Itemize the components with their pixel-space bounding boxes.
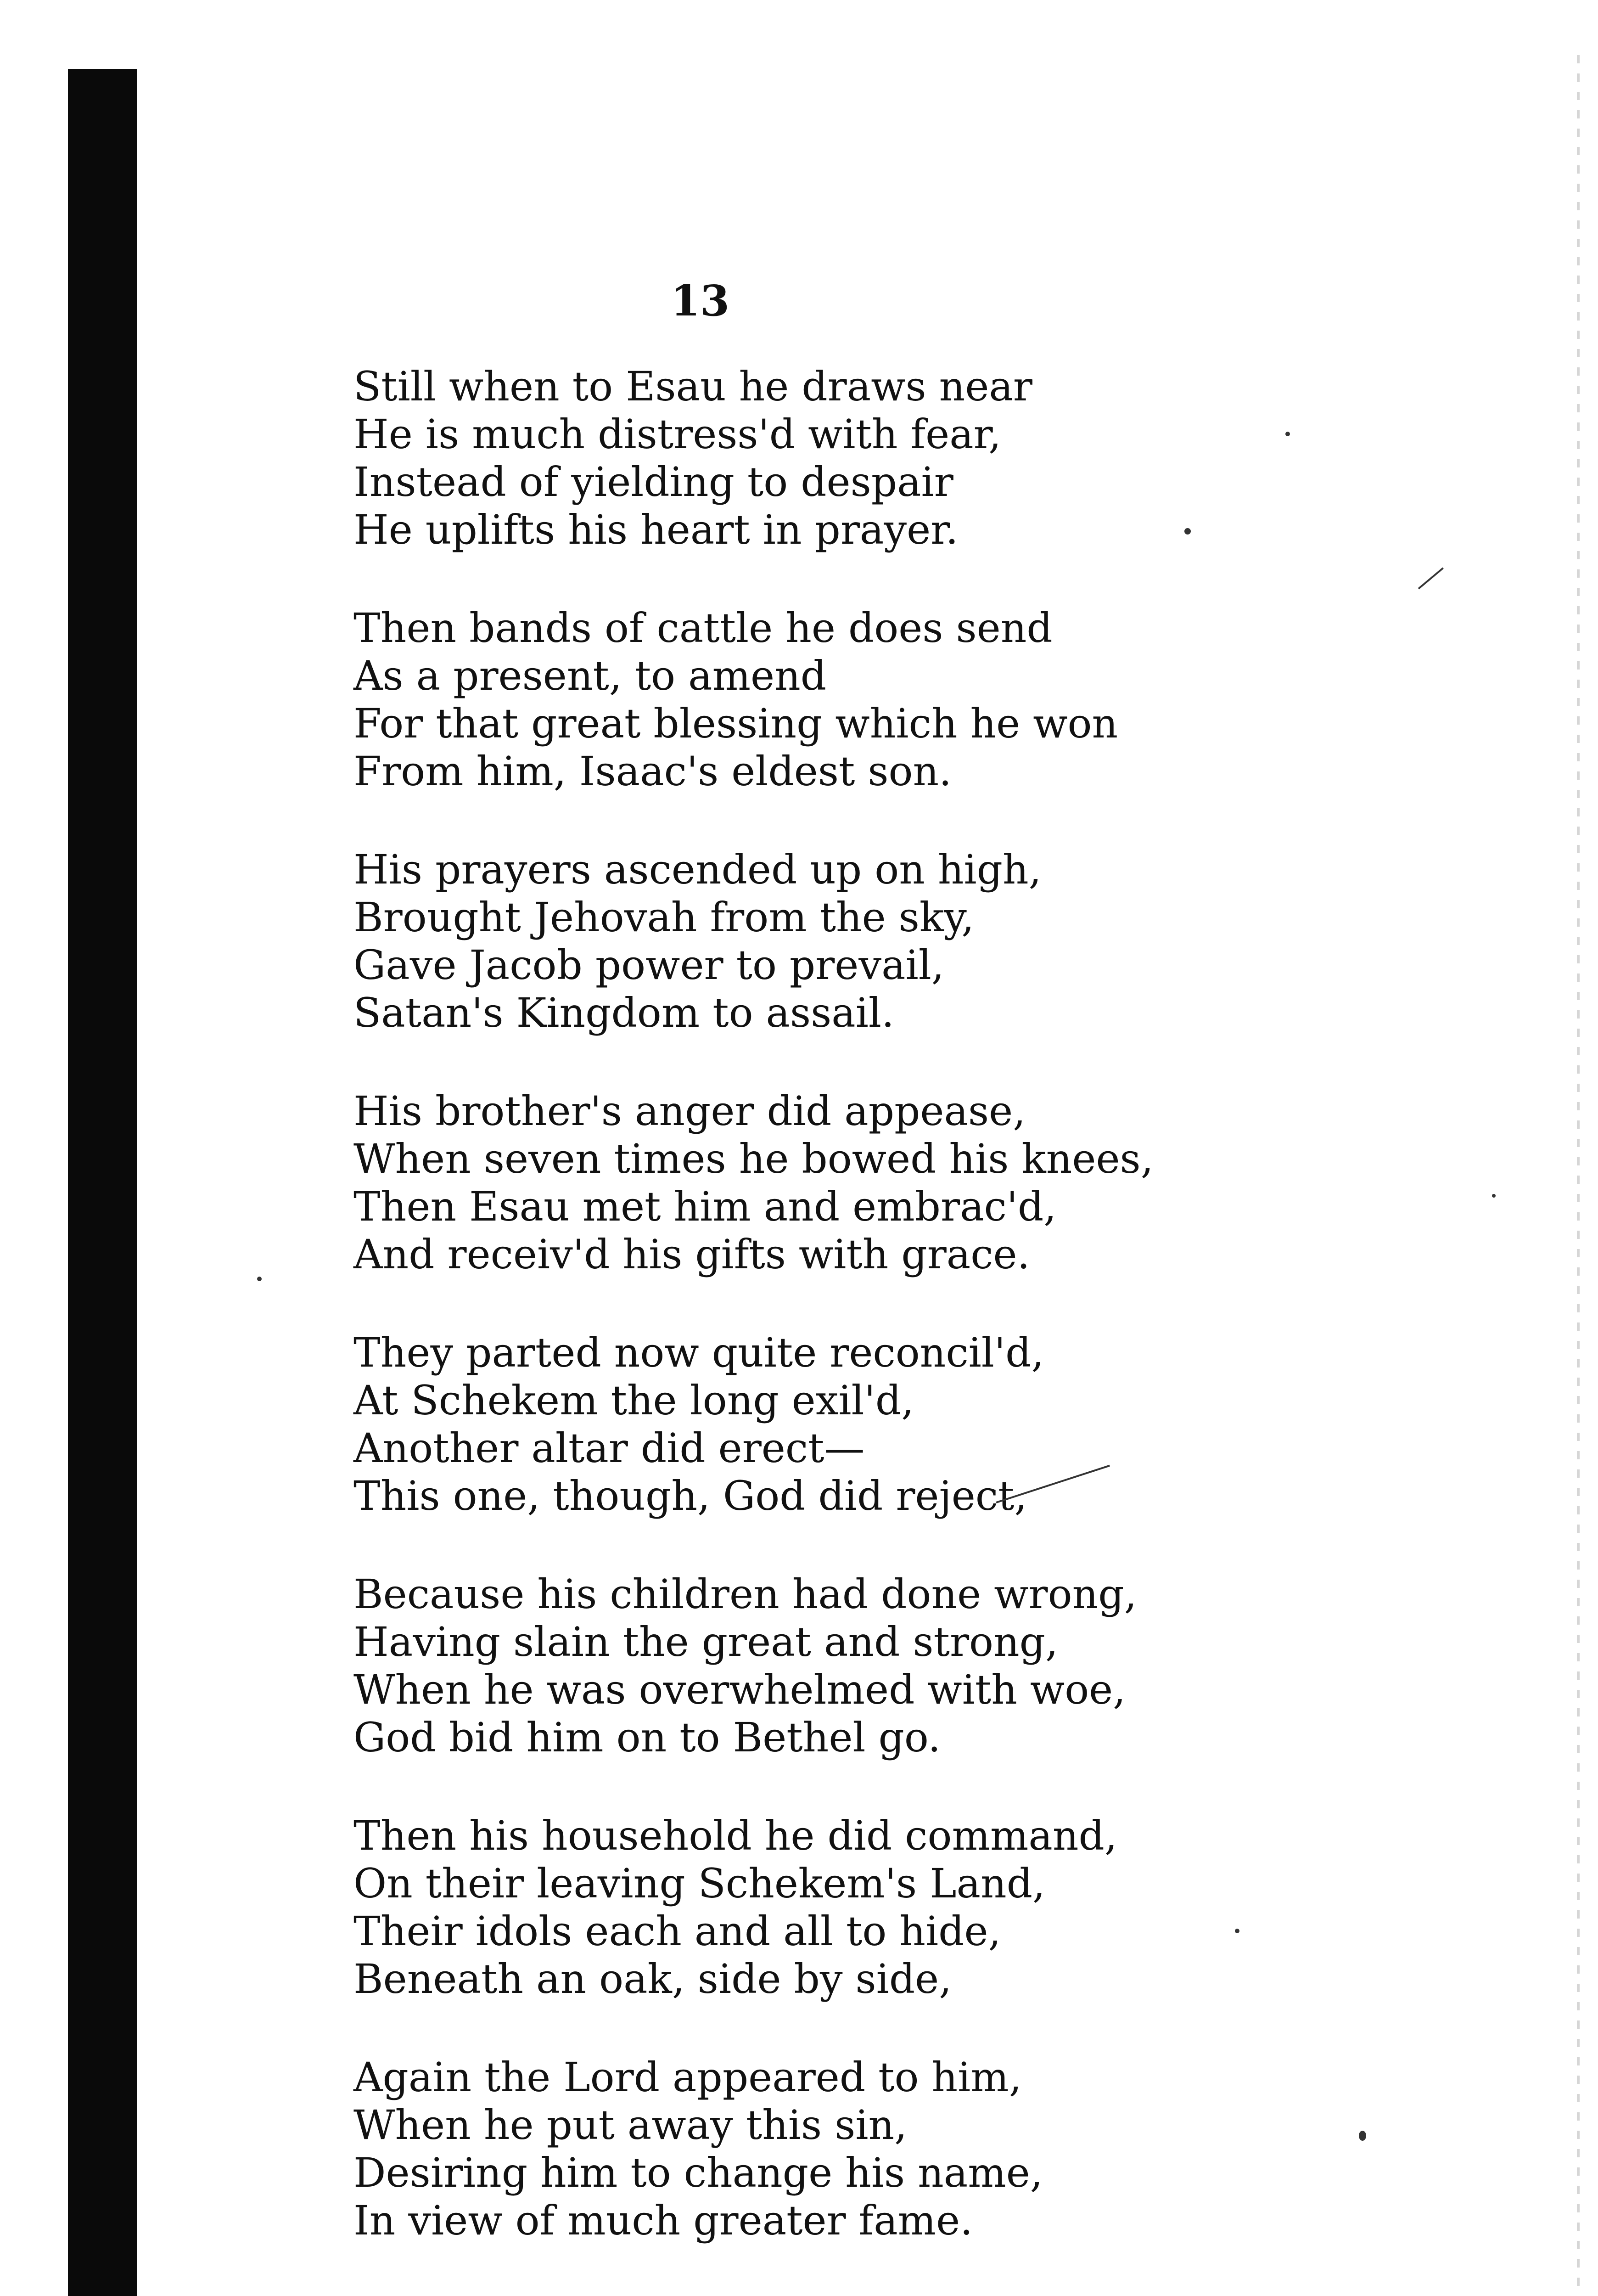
poem-line: Their idols each and all to hide,: [353, 1908, 1001, 1955]
poem-line: Another altar did erect—: [353, 1424, 865, 1472]
poem-line: This one, though, God did reject,: [353, 1472, 1027, 1519]
stanza: [353, 363, 1478, 554]
poem-line: Again the Lord appeared to him,: [353, 2054, 1022, 2101]
poem-line: He is much distress'd with fear,: [353, 411, 1002, 458]
poem-line: Because his children had done wrong,: [353, 1570, 1137, 1618]
poem-line: He uplifts his heart in prayer.: [353, 506, 959, 553]
scan-speck: [1285, 432, 1290, 436]
poem-line: Then Esau met him and embrac'd,: [353, 1183, 1057, 1230]
poem-line: In view of much greater fame.: [353, 2197, 973, 2244]
scan-speck: [257, 1277, 262, 1281]
scan-speck: [1235, 1929, 1239, 1933]
poem-line: They parted now quite reconcil'd,: [353, 1329, 1044, 1376]
poem-line: Then his household he did command,: [353, 1812, 1117, 1859]
binding-edge: [68, 69, 137, 2296]
poem-line: On their leaving Schekem's Land,: [353, 1860, 1045, 1907]
poem-line: At Schekem the long exil'd,: [353, 1377, 914, 1424]
stanza: [353, 1570, 1478, 1761]
poem-line: When he was overwhelmed with woe,: [353, 1666, 1126, 1713]
poem-line: Having slain the great and strong,: [353, 1618, 1058, 1666]
page-number: 13: [670, 276, 730, 326]
poem-line: When he put away this sin,: [353, 2101, 908, 2149]
poem-line: His prayers ascended up on high,: [353, 846, 1042, 893]
poem-line: Beneath an oak, side by side,: [353, 1955, 952, 2003]
stanza: [353, 1087, 1478, 1278]
stanza: [353, 1812, 1478, 2003]
poem-line: When seven times he bowed his knees,: [353, 1135, 1154, 1182]
poem-line: And receiv'd his gifts with grace.: [353, 1231, 1030, 1278]
poem-line: As a present, to amend: [353, 652, 827, 699]
poem-line: God bid him on to Bethel go.: [353, 1714, 941, 1761]
poem-line: Instead of yielding to despair: [353, 458, 953, 506]
stanza: [353, 1329, 1478, 1520]
poem-line: Gave Jacob power to prevail,: [353, 941, 944, 989]
poem-line: For that great blessing which he won: [353, 700, 1118, 747]
poem-line: From him, Isaac's eldest son.: [353, 748, 952, 795]
scan-speck: [1492, 1194, 1496, 1198]
scan-speck: [1184, 528, 1191, 535]
poem-line: Brought Jehovah from the sky,: [353, 894, 975, 941]
poem-line: Desiring him to change his name,: [353, 2149, 1043, 2196]
poem-line: Then bands of cattle he does send: [353, 604, 1053, 652]
stanza: [353, 604, 1478, 795]
page-edge-shadow: [1577, 55, 1580, 2296]
stanza: [353, 2054, 1478, 2245]
poem-line: Still when to Esau he draws near: [353, 363, 1032, 410]
scan-speck: [1359, 2131, 1366, 2141]
poem-line: Satan's Kingdom to assail.: [353, 989, 895, 1036]
poem-line: His brother's anger did appease,: [353, 1087, 1026, 1135]
poem: [353, 363, 1478, 2295]
stanza: [353, 846, 1478, 1037]
